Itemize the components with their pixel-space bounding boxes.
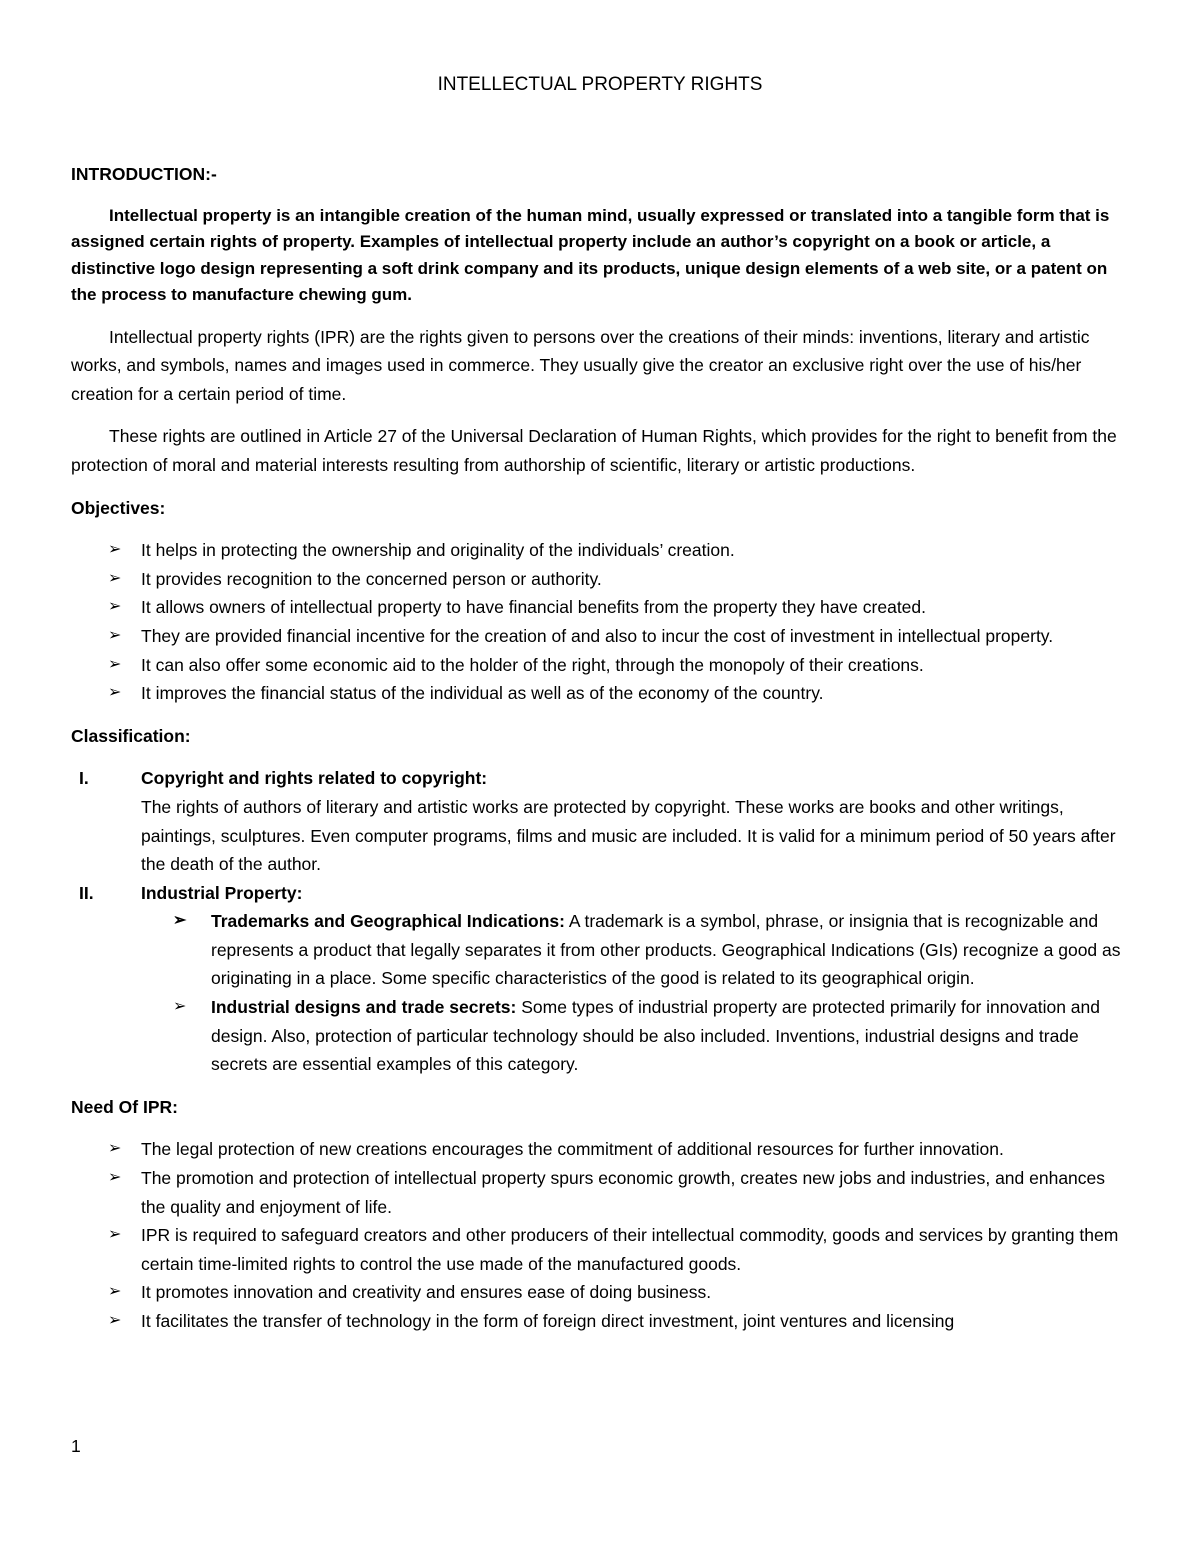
roman-numeral: I. bbox=[79, 768, 89, 789]
document-title: INTELLECTUAL PROPERTY RIGHTS bbox=[437, 74, 763, 95]
subitem-title: Industrial designs and trade secrets: bbox=[211, 997, 517, 1018]
arrow-bullet-icon: ➢ bbox=[108, 626, 122, 644]
list-item bbox=[71, 622, 1131, 651]
list-item bbox=[71, 565, 1131, 594]
list-item bbox=[71, 1135, 1131, 1164]
list-item-text: It facilitates the transfer of technology in the form of foreign direct investment, joint ventures and licensing bbox=[141, 1311, 955, 1331]
classification-item-title: Copyright and rights related to copyright: bbox=[141, 768, 488, 789]
subitem-text: Some types of industrial property are protected primarily for innovation and design. Also, protection of particular technology should be also included. Inventions, industrial designs and trade secrets are essential examples of this category. bbox=[211, 997, 1101, 1075]
document-body bbox=[71, 160, 1131, 1350]
list-item-text: It provides recognition to the concerned person or authority. bbox=[141, 568, 602, 589]
arrow-bullet-icon: ➢ bbox=[108, 1226, 122, 1244]
list-item bbox=[71, 1164, 1131, 1221]
introduction-paragraph-3: These rights are outlined in Article 27 of the Universal Declaration of Human Rights, which provides for the right to benefit from the protection of moral and material interests resulting from authorship of scientific, literary or artistic productions. bbox=[71, 426, 1117, 475]
list-item bbox=[71, 593, 1131, 622]
need-of-ipr-heading: Need Of IPR: bbox=[71, 1096, 178, 1117]
arrow-bullet-icon: ➢ bbox=[108, 684, 122, 702]
arrow-bullet-icon: ➢ bbox=[108, 1140, 122, 1158]
subitem-title: Trademarks and Geographical Indications: bbox=[211, 911, 565, 932]
list-item-text: It helps in protecting the ownership and originality of the individuals’ creation. bbox=[141, 540, 735, 561]
classification-item-industrial bbox=[71, 879, 1131, 1079]
list-item bbox=[71, 1221, 1131, 1278]
list-item-text: They are provided financial incentive for the creation of and also to incur the cost of investment in intellectual property. bbox=[141, 625, 1054, 646]
classification-item-title: Industrial Property: bbox=[141, 882, 303, 903]
list-item bbox=[141, 907, 1131, 993]
arrow-bullet-icon: ➢ bbox=[108, 1283, 122, 1301]
arrow-bullet-icon: ➢ bbox=[108, 569, 122, 587]
classification-heading: Classification: bbox=[71, 725, 191, 746]
classification-item-text: The rights of authors of literary and artistic works are protected by copyright. These works are books and other writings, paintings, sculptures. Even computer programs, films and music are included. It is valid for a minimum period of 50 years after the death of the author. bbox=[141, 796, 1116, 875]
page-number: 1 bbox=[71, 1436, 81, 1456]
industrial-property-list bbox=[141, 907, 1131, 1079]
subitem-text: A trademark is a symbol, phrase, or insignia that is recognizable and represents a product that legally separates it from other products. Geographical Indications (GIs) recognize a good as originating in a place. Some specific characteristics of the good is related to its geographical origin. bbox=[211, 911, 1121, 989]
list-item-text: The promotion and protection of intellectual property spurs economic growth, creates new jobs and industries, and enhances the quality and enjoyment of life. bbox=[141, 1168, 1106, 1217]
arrow-bullet-icon: ➢ bbox=[108, 655, 122, 673]
list-item-text: It allows owners of intellectual property to have financial benefits from the property they have created. bbox=[141, 597, 927, 618]
classification-item-copyright bbox=[71, 764, 1131, 878]
list-item-text: It improves the financial status of the individual as well as of the economy of the country. bbox=[141, 683, 824, 704]
arrow-bullet-icon: ➢ bbox=[108, 541, 122, 559]
arrow-bullet-icon: ➢ bbox=[108, 598, 122, 616]
arrow-bullet-icon: ➢ bbox=[173, 912, 187, 930]
list-item bbox=[71, 536, 1131, 565]
need-of-ipr-list bbox=[71, 1135, 1131, 1335]
objectives-list bbox=[71, 536, 1131, 708]
list-item bbox=[71, 1278, 1131, 1307]
list-item-text: IPR is required to safeguard creators and other producers of their intellectual commodity, goods and services by granting them certain time-limited rights to control the use made of the manufactured goods. bbox=[141, 1225, 1119, 1274]
list-item bbox=[71, 679, 1131, 708]
list-item-text: The legal protection of new creations encourages the commitment of additional resources for further innovation. bbox=[141, 1139, 1004, 1160]
introduction-heading: INTRODUCTION:- bbox=[71, 164, 217, 184]
arrow-bullet-icon: ➢ bbox=[173, 998, 187, 1016]
arrow-bullet-icon: ➢ bbox=[108, 1169, 122, 1187]
list-item bbox=[71, 651, 1131, 680]
roman-numeral: II. bbox=[79, 882, 94, 903]
list-item bbox=[141, 993, 1131, 1079]
arrow-bullet-icon: ➢ bbox=[108, 1312, 122, 1329]
list-item-text: It promotes innovation and creativity and ensures ease of doing business. bbox=[141, 1282, 712, 1303]
introduction-paragraph-2: Intellectual property rights (IPR) are the rights given to persons over the creations of their minds: inventions, literary and artistic works, and symbols, names and images used in commerce. They usually give the creator an exclusive right over the use of his/her creation for a certain period of time. bbox=[71, 326, 1090, 404]
introduction-paragraph-1: Intellectual property is an intangible creation of the human mind, usually expressed or translated into a tangible form that is assigned certain rights of property. Examples of intellectual property include an author’s copyright on a book or article, a distinctive logo design representing a soft drink company and its products, unique design elements of a web site, or a patent on the process to manufacture chewing gum. bbox=[71, 205, 1110, 305]
classification-list bbox=[71, 764, 1131, 1079]
list-item bbox=[71, 1307, 1131, 1336]
list-item-text: It can also offer some economic aid to the holder of the right, through the monopoly of their creations. bbox=[141, 654, 924, 675]
objectives-heading: Objectives: bbox=[71, 497, 166, 518]
